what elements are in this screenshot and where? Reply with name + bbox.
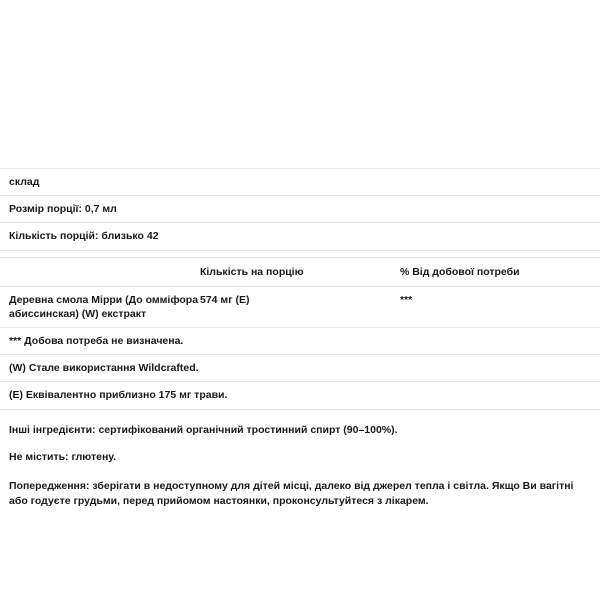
ingredient-name: Деревна смола Мірри (До оммiфора абиссинская) (W) екстракт <box>9 293 199 320</box>
other-ingredients-text: Інші інгредієнти: сертифікований органічний тростинний спирт (90–100%). <box>9 423 398 436</box>
footnote-daily-value-not-established: *** Добова потреба не визначена. <box>9 335 184 348</box>
spacer-cell-name <box>0 250 200 257</box>
table-row-spacer <box>0 250 600 257</box>
spacer-cell-dv <box>400 250 600 257</box>
table-row-servings-per-container <box>0 223 600 250</box>
table-row-footnote-dv <box>0 328 600 355</box>
supplement-facts-panel <box>0 168 600 509</box>
table-row-serving-size <box>0 196 600 223</box>
ingredient-daily-value: *** <box>399 293 413 306</box>
free-from-text: Не містить: глютену. <box>9 451 117 464</box>
table-row-footnote-equivalent <box>0 382 600 409</box>
serving-size-text: Розмір порції: 0,7 мл <box>9 203 117 216</box>
label-notes <box>0 423 600 510</box>
column-header-name <box>0 257 200 286</box>
column-header-percent-daily-value: % Від добової потреби <box>399 265 520 278</box>
table-row-heading <box>0 169 600 196</box>
footnote-herb-equivalent: (E) Еквівалентно приблизно 175 мг трави. <box>9 389 228 402</box>
panel-heading: склад <box>9 176 40 188</box>
servings-per-container-text: Кількість порцій: близько 42 <box>9 230 159 243</box>
ingredient-amount: 574 мг (E) <box>199 293 250 306</box>
table-header-row <box>0 257 600 286</box>
supplement-facts-table <box>0 168 600 410</box>
spacer-cell-amount <box>200 250 400 257</box>
table-row-ingredient <box>0 286 600 327</box>
warning-text: Попередження: зберігати в недоступному для дітей місці, далеко від джерел тепла і світла. Якщо Ви вагітні або годуєте грудьми, перед прийомом настоянки, проконсультуйтеся з лікарем. <box>9 480 574 508</box>
column-header-amount-per-serving: Кількість на порцію <box>199 265 304 278</box>
footnote-wildcrafted: (W) Стале використання Wildcrafted. <box>9 362 199 375</box>
table-row-footnote-wildcrafted <box>0 355 600 382</box>
